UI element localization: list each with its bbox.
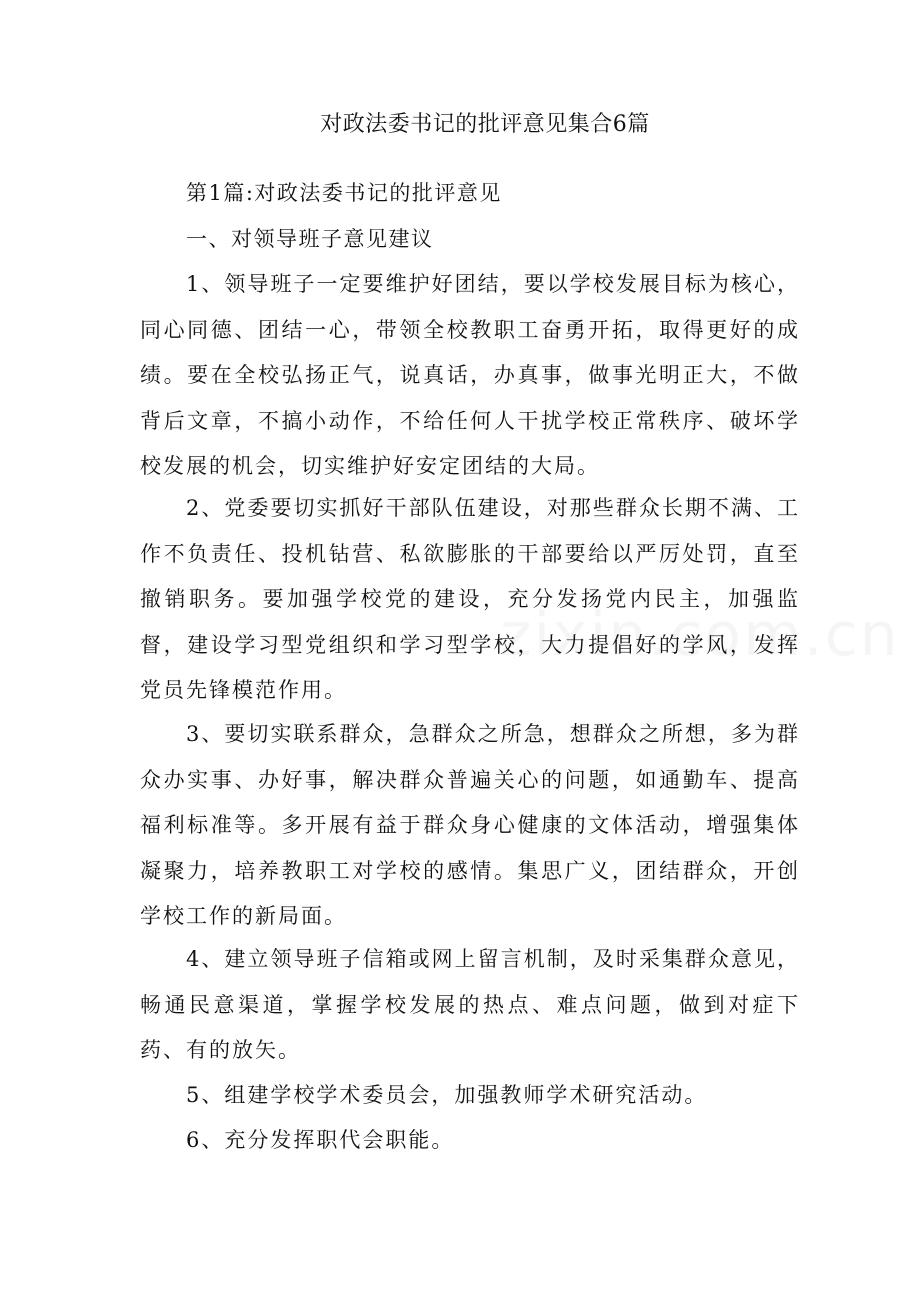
paragraph-2: 2、党委要切实抓好干部队伍建设，对那些群众长期不满、工作不负责任、投机钻营、私欲膨胀的干部要给以严厉处罚，直至撤销职务。要加强学校党的建设，充分发扬党内民主，加强监督，建设学习型党组织和学习型学校，大力提倡好的学风，发挥党员先锋模范作用。 [140, 496, 800, 702]
section-heading: 一、对领导班子意见建议 [186, 227, 434, 251]
chapter-heading: 第1篇:对政法委书记的批评意见 [186, 181, 502, 205]
paragraph-1: 1、领导班子一定要维护好团结，要以学校发展目标为核心，同心同德、团结一心，带领全校教职工奋勇开拓，取得更好的成绩。要在全校弘扬正气，说真话，办真事，做事光明正大，不做背后文章，不搞小动作，不给任何人干扰学校正常秩序、破坏学校发展的机会，切实维护好安定团结的大局。 [140, 272, 800, 478]
paragraph-3: 3、要切实联系群众，急群众之所急，想群众之所想，多为群众办实事、办好事，解决群众普遍关心的问题，如通勤车、提高福利标准等。多开展有益于群众身心健康的文体活动，增强集体凝聚力，培养教职工对学校的感情。集思广义，团结群众，开创学校工作的新局面。 [140, 722, 800, 928]
paragraph-5: 5、组建学校学术委员会，加强教师学术研究活动。 [186, 1083, 708, 1107]
document-title: 对政法委书记的批评意见集合6篇 [320, 112, 650, 137]
paragraph-4: 4、建立领导班子信箱或网上留言机制，及时采集群众意见，畅通民意渠道，掌握学校发展的热点、难点问题，做到对症下药、有的放矢。 [140, 947, 800, 1062]
paragraph-6: 6、充分发挥职代会职能。 [186, 1128, 455, 1152]
